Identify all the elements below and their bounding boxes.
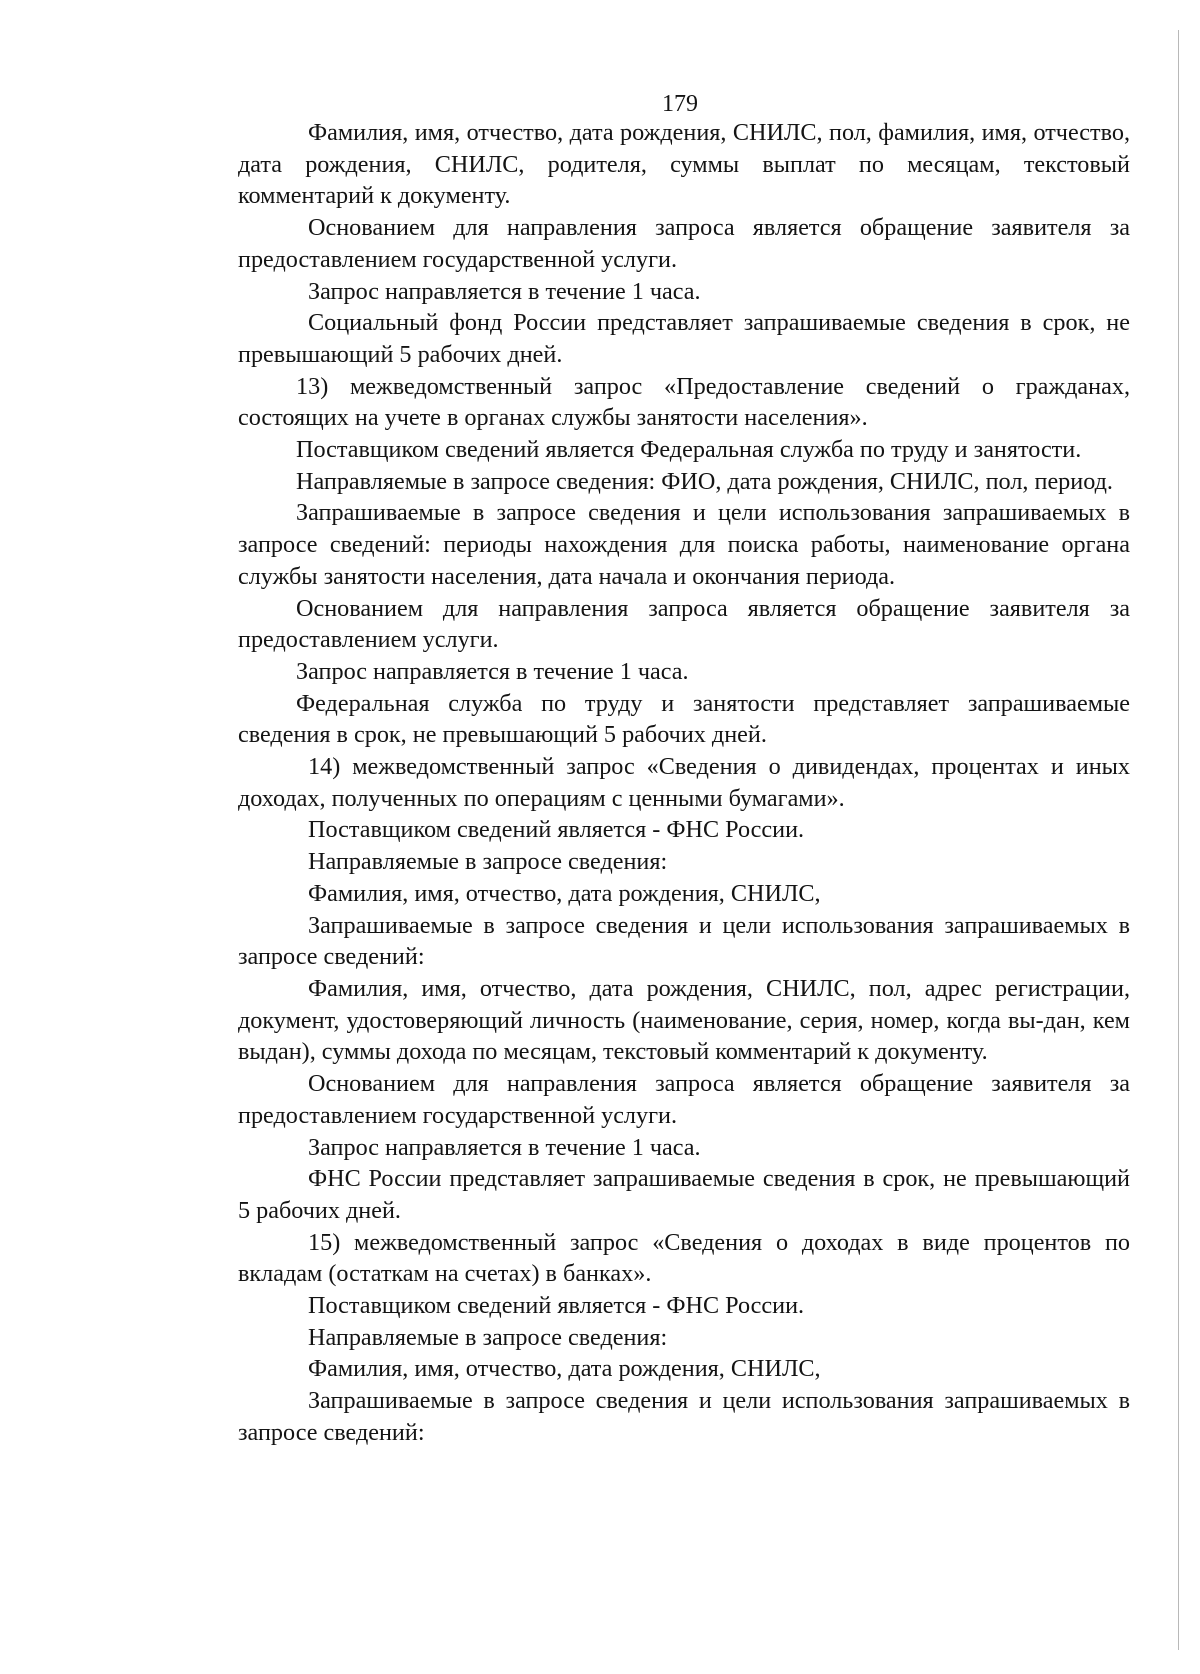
paragraph: Запрос направляется в течение 1 часа. [296, 657, 689, 685]
document-body [238, 117, 1130, 1449]
paragraph: Социальный фонд России представляет запрашиваемые сведения в срок, не превышающий 5 рабочих дней. [238, 309, 1130, 368]
paragraph: Федеральная служба по труду и занятости представляет запрашиваемые сведения в срок, не превышающий 5 рабочих дней. [238, 689, 1130, 749]
paragraph: Направляемые в запросе сведения: [308, 1323, 668, 1351]
paragraph: Запрашиваемые в запросе сведения и цели использования запрашиваемых в запросе сведений: периоды нахождения для поиска работы, наименование органа службы занятости населения, дата начала и окончания периода. [238, 499, 1130, 590]
paragraph: Запрашиваемые в запросе сведения и цели использования запрашиваемых в запросе сведений: [238, 911, 1130, 971]
paragraph: Основанием для направления запроса является обращение заявителя за предоставлением государственной услуги. [238, 1070, 1130, 1129]
paragraph: Фамилия, имя, отчество, дата рождения, СНИЛС, пол, фамилия, имя, отчество, дата рождения, СНИЛС, родителя, суммы выплат по месяцам, текстовый комментарий к документу. [238, 119, 1130, 210]
paragraph: Фамилия, имя, отчество, дата рождения, СНИЛС, [308, 879, 821, 907]
paragraph: Основанием для направления запроса является обращение заявителя за предоставлением государственной услуги. [238, 214, 1130, 273]
paragraph: Основанием для направления запроса является обращение заявителя за предоставлением услуги. [238, 594, 1130, 654]
page-number: 179 [662, 91, 698, 117]
paragraph: Фамилия, имя, отчество, дата рождения, СНИЛС, [308, 1355, 821, 1383]
paragraph: Поставщиком сведений является - ФНС России. [308, 1292, 805, 1320]
paragraph: 14) межведомственный запрос «Сведения о дивидендах, процентах и иных доходах, полученных по операциям с ценными бумагами». [238, 753, 1130, 812]
paragraph: Запрос направляется в течение 1 часа. [308, 1133, 701, 1161]
paragraph: 13) межведомственный запрос «Предоставление сведений о гражданах, состоящих на учете в органах службы занятости населения». [238, 372, 1130, 432]
paragraph: Запрашиваемые в запросе сведения и цели использования запрашиваемых в запросе сведений: [238, 1387, 1130, 1446]
scan-edge-line [1178, 30, 1179, 1650]
paragraph: 15) межведомственный запрос «Сведения о доходах в виде процентов по вкладам (остаткам на счетах) в банках». [238, 1228, 1130, 1288]
paragraph: ФНС России представляет запрашиваемые сведения в срок, не превышающий 5 рабочих дней. [238, 1165, 1130, 1224]
paragraph: Направляемые в запросе сведения: ФИО, дата рождения, СНИЛС, пол, период. [296, 467, 1113, 495]
paragraph: Направляемые в запросе сведения: [308, 848, 668, 876]
paragraph: Запрос направляется в течение 1 часа. [308, 277, 701, 305]
paragraph: Поставщиком сведений является Федеральная служба по труду и занятости. [296, 436, 1082, 464]
paragraph: Поставщиком сведений является - ФНС России. [308, 816, 805, 844]
paragraph: Фамилия, имя, отчество, дата рождения, СНИЛС, пол, адрес регистрации, документ, удостоверяющий личность (наименование, серия, номер, когда вы-дан, кем выдан), суммы дохода по месяцам, текстовый комментарий к документу. [238, 974, 1130, 1066]
